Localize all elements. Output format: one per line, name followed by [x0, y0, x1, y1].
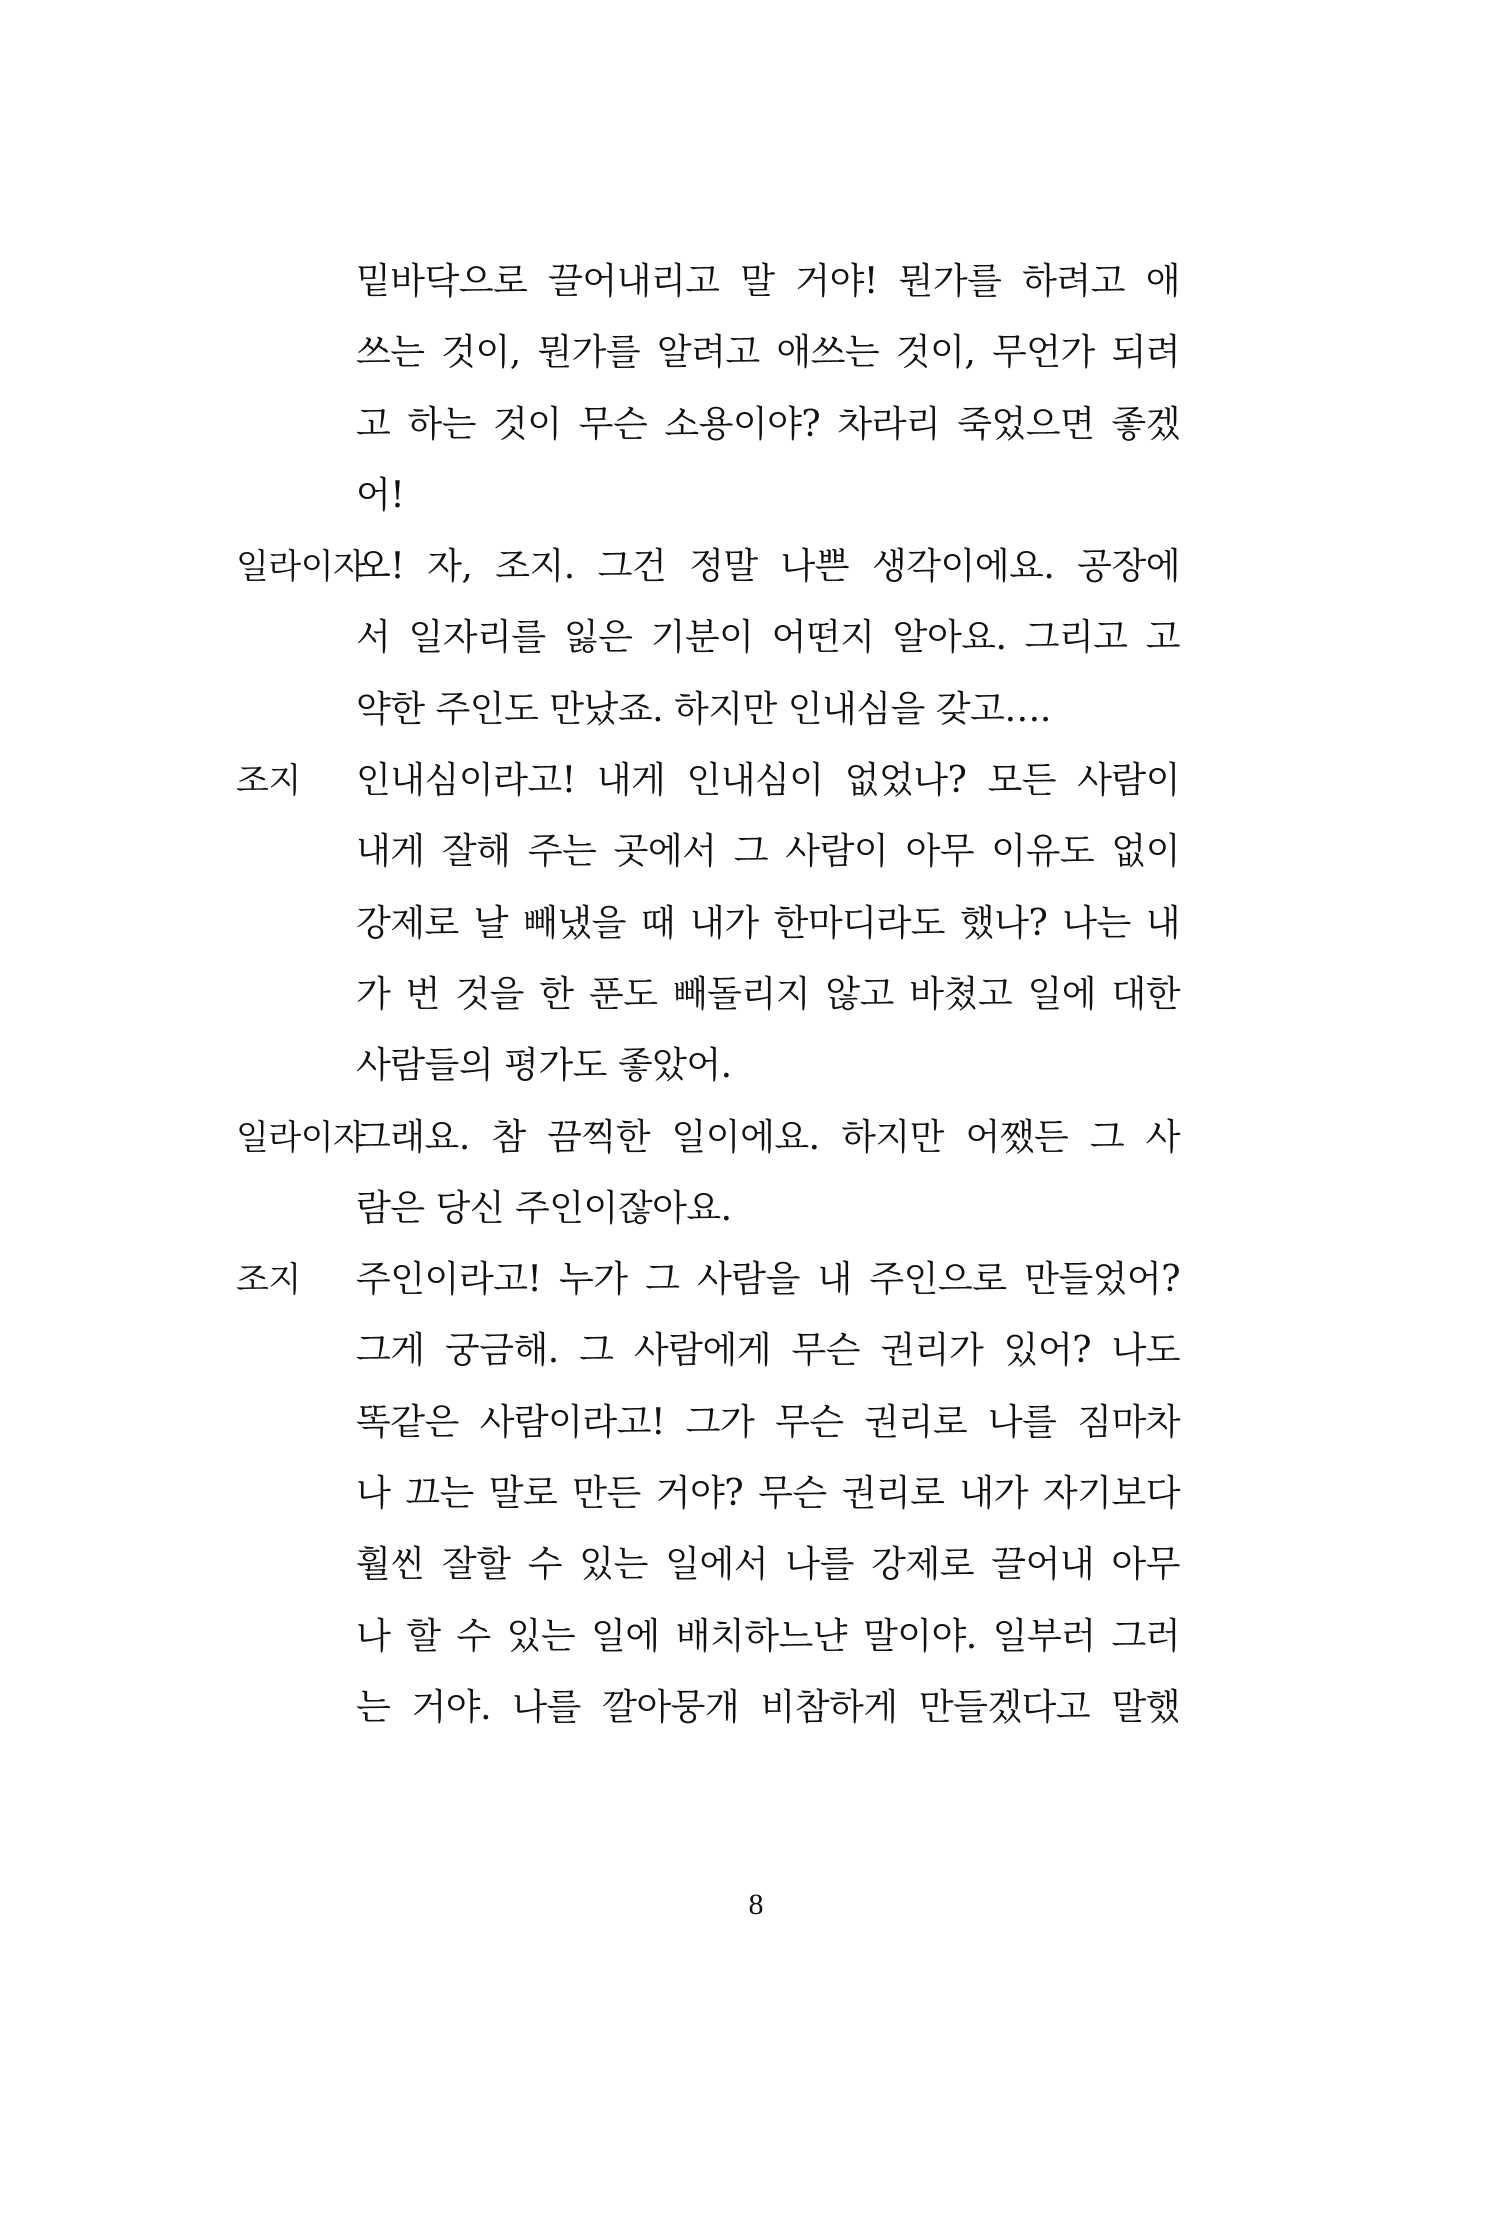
- dialogue-line: 나 할 수 있는 일에 배치하느냔 말이야. 일부러 그러: [356, 1615, 1180, 1657]
- dialogue-line: 사람들의 평가도 좋았어.: [356, 1045, 732, 1087]
- dialogue-line: 어!: [356, 474, 405, 516]
- dialogue-line: 훨씬 잘할 수 있는 일에서 나를 강제로 끌어내 아무: [356, 1544, 1180, 1586]
- dialogue-line: 쓰는 것이, 뭔가를 알려고 애쓰는 것이, 무언가 되려: [356, 332, 1180, 374]
- speaker-label: 조지: [236, 1260, 301, 1301]
- play-script-body: [230, 258, 1182, 1755]
- speaker-label: 조지: [236, 761, 301, 802]
- dialogue-line: 람은 당신 주인이잖아요.: [356, 1187, 732, 1229]
- dialogue-line: 밑바닥으로 끌어내리고 말 거야! 뭔가를 하려고 애: [356, 261, 1180, 302]
- dialogue-line: 일라이자 오! 자, 조지. 그건 정말 나쁜 생각이에요. 공장에: [230, 543, 1182, 614]
- dialogue-block-eliza: [230, 543, 1182, 757]
- dialogue-block-george: [230, 1256, 1182, 1755]
- dialogue-line: 가 번 것을 한 푼도 빼돌리지 않고 바쳤고 일에 대한: [356, 973, 1180, 1015]
- dialogue-line: 내게 잘해 주는 곳에서 그 사람이 아무 이유도 없이: [356, 831, 1180, 873]
- dialogue-block-george: [230, 757, 1182, 1113]
- dialogue-line: 서 일자리를 잃은 기분이 어떤지 알아요. 그리고 고: [356, 617, 1180, 659]
- dialogue-line: 조지 주인이라고! 누가 그 사람을 내 주인으로 만들었어?: [230, 1256, 1182, 1327]
- page-number: 8: [748, 1888, 764, 1921]
- dialogue-line: 강제로 날 빼냈을 때 내가 한마디라도 했나? 나는 내: [356, 902, 1180, 944]
- dialogue-block-eliza: [230, 1114, 1182, 1257]
- dialogue-block-continuation: [230, 258, 1182, 543]
- dialogue-line: 고 하는 것이 무슨 소용이야? 차라리 죽었으면 좋겠: [356, 403, 1180, 445]
- dialogue-line: 약한 주인도 만났죠. 하지만 인내심을 갖고….: [356, 688, 1051, 730]
- speaker-label: 일라이자: [236, 1117, 366, 1158]
- dialogue-line: 조지 인내심이라고! 내게 인내심이 없었나? 모든 사람이: [230, 757, 1182, 828]
- dialogue-line: 그게 궁금해. 그 사람에게 무슨 권리가 있어? 나도: [356, 1330, 1180, 1372]
- dialogue-line: 나 끄는 말로 만든 거야? 무슨 권리로 내가 자기보다: [356, 1473, 1180, 1515]
- speaker-label: 일라이자: [236, 547, 366, 588]
- dialogue-line: 일라이자 그래요. 참 끔찍한 일이에요. 하지만 어쨌든 그 사: [230, 1114, 1182, 1185]
- dialogue-line: 는 거야. 나를 깔아뭉개 비참하게 만들겠다고 말했: [356, 1686, 1180, 1728]
- dialogue-line: 똑같은 사람이라고! 그가 무슨 권리로 나를 짐마차: [356, 1401, 1180, 1443]
